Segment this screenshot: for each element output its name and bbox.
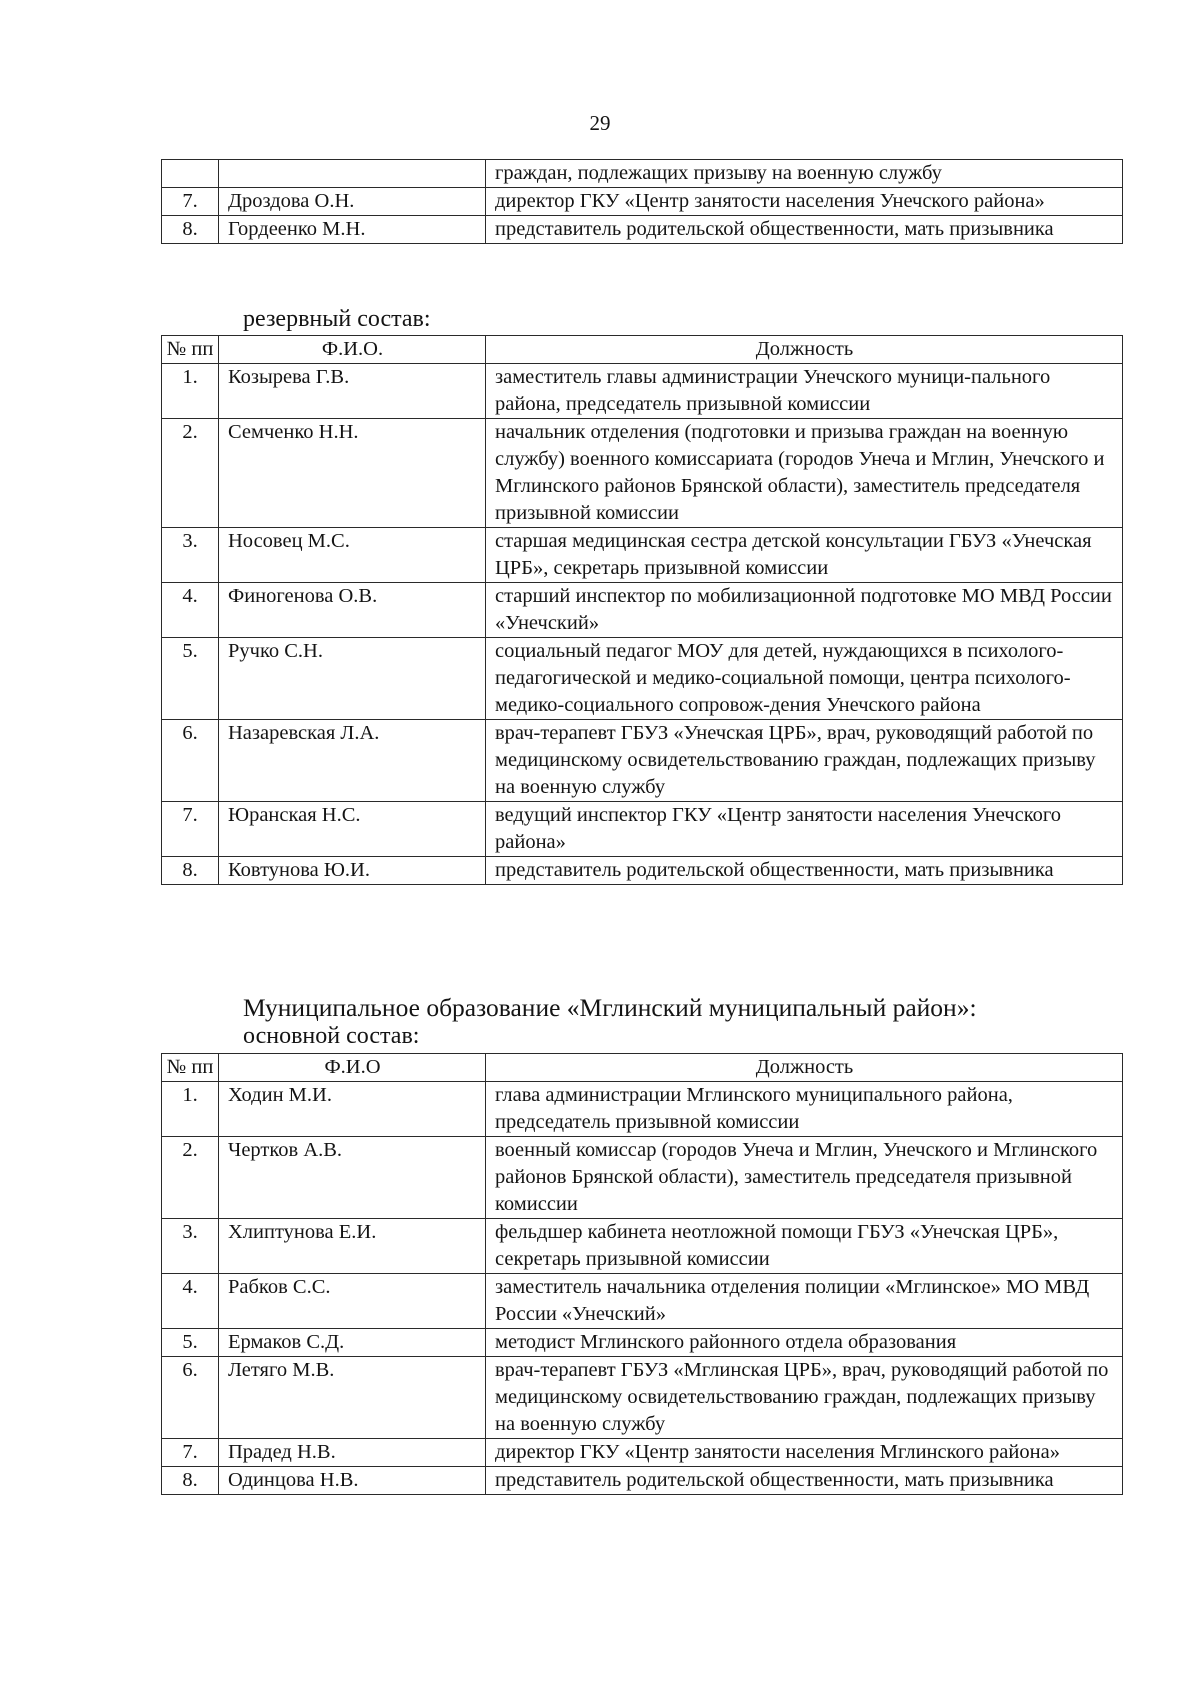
table-row bbox=[162, 364, 1123, 419]
row-number: 7. bbox=[162, 188, 219, 216]
table-row bbox=[162, 1439, 1123, 1467]
header-num: № пп bbox=[162, 336, 219, 364]
mglin-table bbox=[161, 1053, 1123, 1495]
row-name: Ходин М.И. bbox=[219, 1082, 486, 1137]
main-composition-heading: основной состав: bbox=[243, 1023, 420, 1049]
row-number: 4. bbox=[162, 1274, 219, 1329]
header-position: Должность bbox=[486, 336, 1123, 364]
reserve-heading: резервный состав: bbox=[243, 306, 431, 332]
row-number: 6. bbox=[162, 1357, 219, 1439]
row-number: 2. bbox=[162, 419, 219, 528]
row-position: заместитель начальника отделения полиции «Мглинское» МО МВД России «Унечский» bbox=[486, 1274, 1123, 1329]
reserve-table bbox=[161, 335, 1123, 885]
table-row bbox=[162, 528, 1123, 583]
row-position: социальный педагог МОУ для детей, нуждающихся в психолого-педагогической и медико-социальной помощи, центра психолого-медико-социального сопровож-дения Унечского района bbox=[486, 638, 1123, 720]
row-name: Ручко С.Н. bbox=[219, 638, 486, 720]
table-row bbox=[162, 857, 1123, 885]
row-number: 8. bbox=[162, 857, 219, 885]
row-name: Гордеенко М.Н. bbox=[219, 216, 486, 244]
row-position: ведущий инспектор ГКУ «Центр занятости населения Унечского района» bbox=[486, 802, 1123, 857]
row-number: 1. bbox=[162, 364, 219, 419]
table-header-row bbox=[162, 336, 1123, 364]
row-name: Рабков С.С. bbox=[219, 1274, 486, 1329]
row-position: начальник отделения (подготовки и призыва граждан на военную службу) военного комиссариата (городов Унеча и Мглин, Унечского и Мглинского районов Брянской области), заместитель председателя призывной комиссии bbox=[486, 419, 1123, 528]
row-position: старший инспектор по мобилизационной подготовке МО МВД России «Унечский» bbox=[486, 583, 1123, 638]
row-name: Одинцова Н.В. bbox=[219, 1467, 486, 1495]
row-name: Ермаков С.Д. bbox=[219, 1329, 486, 1357]
row-position: врач-терапевт ГБУЗ «Мглинская ЦРБ», врач, руководящий работой по медицинскому освидетельствованию граждан, подлежащих призыву на военную службу bbox=[486, 1357, 1123, 1439]
table-row bbox=[162, 720, 1123, 802]
row-number: 8. bbox=[162, 1467, 219, 1495]
row-number: 1. bbox=[162, 1082, 219, 1137]
row-position: глава администрации Мглинского муниципального района, председатель призывной комиссии bbox=[486, 1082, 1123, 1137]
row-position: граждан, подлежащих призыву на военную службу bbox=[486, 160, 1123, 188]
row-name: Семченко Н.Н. bbox=[219, 419, 486, 528]
row-position: заместитель главы администрации Унечского муници-пального района, председатель призывной комиссии bbox=[486, 364, 1123, 419]
row-position: представитель родительской общественности, мать призывника bbox=[486, 1467, 1123, 1495]
table-row bbox=[162, 802, 1123, 857]
row-number: 8. bbox=[162, 216, 219, 244]
row-number: 5. bbox=[162, 638, 219, 720]
table-row bbox=[162, 1137, 1123, 1219]
table-row bbox=[162, 419, 1123, 528]
row-name: Дроздова О.Н. bbox=[219, 188, 486, 216]
row-number: 7. bbox=[162, 802, 219, 857]
table-row bbox=[162, 1274, 1123, 1329]
continuation-table bbox=[161, 159, 1123, 244]
row-name: Хлиптунова Е.И. bbox=[219, 1219, 486, 1274]
row-name bbox=[219, 160, 486, 188]
row-number: 2. bbox=[162, 1137, 219, 1219]
row-name: Летяго М.В. bbox=[219, 1357, 486, 1439]
municipality-heading: Муниципальное образование «Мглинский муниципальный район»: bbox=[243, 993, 977, 1022]
table-row bbox=[162, 1467, 1123, 1495]
table-row bbox=[162, 216, 1123, 244]
row-number: 7. bbox=[162, 1439, 219, 1467]
row-name: Финогенова О.В. bbox=[219, 583, 486, 638]
row-number: 6. bbox=[162, 720, 219, 802]
row-position: старшая медицинская сестра детской консультации ГБУЗ «Унечская ЦРБ», секретарь призывной комиссии bbox=[486, 528, 1123, 583]
row-name: Чертков А.В. bbox=[219, 1137, 486, 1219]
row-position: методист Мглинского районного отдела образования bbox=[486, 1329, 1123, 1357]
row-position: представитель родительской общественности, мать призывника bbox=[486, 216, 1123, 244]
table-row bbox=[162, 1082, 1123, 1137]
row-name: Назаревская Л.А. bbox=[219, 720, 486, 802]
row-position: директор ГКУ «Центр занятости населения Унечского района» bbox=[486, 188, 1123, 216]
header-num: № пп bbox=[162, 1054, 219, 1082]
row-name: Носовец М.С. bbox=[219, 528, 486, 583]
table-row bbox=[162, 1357, 1123, 1439]
row-number: 5. bbox=[162, 1329, 219, 1357]
row-number bbox=[162, 160, 219, 188]
row-position: директор ГКУ «Центр занятости населения Мглинского района» bbox=[486, 1439, 1123, 1467]
row-position: представитель родительской общественности, мать призывника bbox=[486, 857, 1123, 885]
row-name: Козырева Г.В. bbox=[219, 364, 486, 419]
row-name: Юранская Н.С. bbox=[219, 802, 486, 857]
table-row bbox=[162, 583, 1123, 638]
header-name: Ф.И.О bbox=[219, 1054, 486, 1082]
row-number: 4. bbox=[162, 583, 219, 638]
row-number: 3. bbox=[162, 1219, 219, 1274]
table-row bbox=[162, 1219, 1123, 1274]
table-row bbox=[162, 188, 1123, 216]
row-position: фельдшер кабинета неотложной помощи ГБУЗ «Унечская ЦРБ», секретарь призывной комиссии bbox=[486, 1219, 1123, 1274]
row-position: врач-терапевт ГБУЗ «Унечская ЦРБ», врач, руководящий работой по медицинскому освидетельствованию граждан, подлежащих призыву на военную службу bbox=[486, 720, 1123, 802]
table-row bbox=[162, 1329, 1123, 1357]
row-name: Прадед Н.В. bbox=[219, 1439, 486, 1467]
row-position: военный комиссар (городов Унеча и Мглин, Унечского и Мглинского районов Брянской области), заместитель председателя призывной комиссии bbox=[486, 1137, 1123, 1219]
header-position: Должность bbox=[486, 1054, 1123, 1082]
header-name: Ф.И.О. bbox=[219, 336, 486, 364]
table-header-row bbox=[162, 1054, 1123, 1082]
row-name: Ковтунова Ю.И. bbox=[219, 857, 486, 885]
row-number: 3. bbox=[162, 528, 219, 583]
table-row bbox=[162, 160, 1123, 188]
table-row bbox=[162, 638, 1123, 720]
page-number: 29 bbox=[589, 111, 611, 135]
